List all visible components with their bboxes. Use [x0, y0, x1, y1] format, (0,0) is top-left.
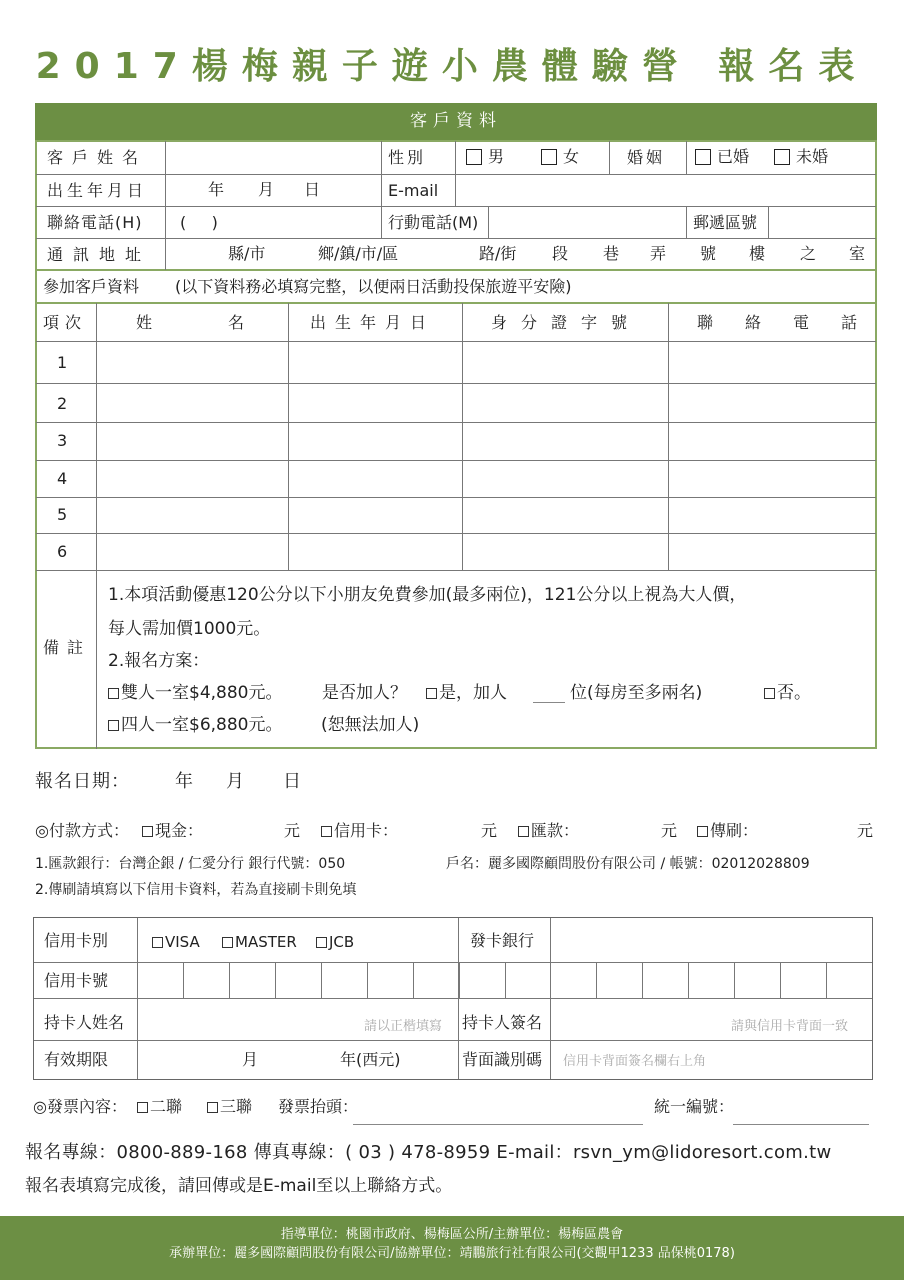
checkbox-icon [518, 826, 529, 837]
invoice-label: ◎發票內容： [33, 1097, 127, 1116]
row-index: 2 [57, 394, 68, 413]
customer-section-header: 客戶資料 [35, 103, 877, 140]
row-index: 1 [57, 353, 68, 372]
payment-credit-option[interactable]: 信用卡： [321, 821, 398, 841]
address-unit: 鄉/鎮/市/區 [318, 244, 399, 263]
customer-name-label: 客戶姓名 [47, 148, 148, 167]
remarks-line-3: 2.報名方案： [108, 651, 210, 671]
cardholder-signature-label: 持卡人簽名 [462, 1013, 543, 1032]
cvv-label: 背面識別碼 [462, 1050, 543, 1069]
plan1-add-yes[interactable]: 是，加人 [426, 683, 507, 703]
mobile-phone-field[interactable] [489, 207, 685, 238]
signup-date-label: 報名日期： [35, 771, 130, 792]
card-number-cell[interactable] [505, 963, 551, 998]
card-number-cell[interactable] [229, 963, 275, 998]
marital-married-option[interactable]: 已婚 [695, 147, 749, 167]
address-unit: 號 [700, 244, 717, 263]
birth-month-unit: 月 [258, 180, 275, 199]
home-phone-label: 聯絡電話(H) [47, 213, 143, 232]
payment-label: ◎付款方式： [35, 821, 129, 840]
card-type-master[interactable]: MASTER [222, 932, 297, 952]
birth-year-unit: 年 [208, 180, 225, 199]
address-unit: 室 [849, 244, 866, 263]
card-number-cell[interactable] [321, 963, 367, 998]
checkbox-icon [697, 826, 708, 837]
card-number-cell[interactable] [642, 963, 688, 998]
mobile-phone-label: 行動電話(M) [388, 213, 479, 232]
participants-label: 參加客戶資料 [43, 277, 140, 296]
address-unit: 之 [800, 244, 817, 263]
signup-month-unit: 月 [226, 771, 244, 792]
checkbox-icon [137, 1102, 148, 1113]
checkbox-icon [152, 937, 163, 948]
card-number-cell[interactable] [734, 963, 780, 998]
expiry-label: 有效期限 [44, 1050, 109, 1069]
marital-label: 婚姻 [627, 148, 666, 167]
home-phone-field[interactable]: ( ) [180, 213, 218, 232]
email-label: E-mail [388, 181, 439, 200]
card-number-cell[interactable] [367, 963, 413, 998]
plan-double-room[interactable]: 雙人一室$4,880元。 [108, 683, 282, 703]
footer-line-2: 承辦單位：麗多國際顧問股份有限公司/協辦單位：靖鵬旅行社有限公司(交觀甲1233 品保桃0178) [169, 1246, 735, 1261]
checkbox-icon [466, 149, 482, 165]
col-header-birth: 出生年月日 [310, 313, 436, 332]
card-number-cell[interactable] [826, 963, 872, 998]
tax-id-label: 統一編號： [654, 1097, 735, 1116]
payment-unit: 元 [481, 821, 498, 840]
payment-unit: 元 [284, 821, 301, 840]
checkbox-icon [108, 688, 119, 699]
address-unit: 樓 [749, 244, 766, 263]
address-label: 通訊地址 [47, 245, 152, 264]
checkbox-icon [321, 826, 332, 837]
cardholder-signature-hint: 請與信用卡背面一致 [731, 1019, 849, 1034]
account-info: 戶名：麗多國際顧問股份有限公司 / 帳號：02012028809 [446, 856, 810, 872]
checkbox-icon [695, 149, 711, 165]
card-number-cell[interactable] [275, 963, 321, 998]
col-header-index: 項次 [43, 313, 88, 332]
row-index: 6 [57, 542, 68, 561]
card-number-cell[interactable] [137, 963, 183, 998]
payment-fax-card-option[interactable]: 傳刷： [697, 821, 758, 841]
plan2-note: (恕無法加人) [321, 715, 420, 735]
payment-unit: 元 [857, 821, 874, 840]
checkbox-icon [207, 1102, 218, 1113]
birth-date-label: 出生年月日 [47, 181, 148, 200]
address-unit: 段 [552, 244, 569, 263]
card-type-visa[interactable]: VISA [152, 932, 200, 952]
card-number-cell[interactable] [688, 963, 734, 998]
col-header-id: 身分證字號 [491, 313, 642, 332]
contact-line-1: 報名專線：0800-889-168 傳真專線：( 03 ) 478-8959 E-mail：rsvn_ym@lidoresort.com.tw [25, 1142, 832, 1163]
zip-code-field[interactable] [769, 207, 876, 238]
card-number-cell[interactable] [183, 963, 229, 998]
remarks-line-1: 1.本項活動優惠120公分以下小朋友免費參加(最多兩位)，121公分以上視為大人價， [108, 585, 747, 605]
payment-unit: 元 [661, 821, 678, 840]
card-note: 2.傳刷請填寫以下信用卡資料，若為直接刷卡則免填 [35, 882, 357, 898]
row-index: 3 [57, 431, 68, 450]
checkbox-icon [426, 688, 437, 699]
remarks-label: 備註 [43, 638, 92, 657]
col-header-phone: 聯絡電話 [697, 313, 890, 332]
address-unit: 弄 [650, 244, 667, 263]
expiry-month-unit: 月 [242, 1050, 259, 1069]
remarks-line-2: 每人需加價1000元。 [108, 619, 271, 639]
invoice-title-label: 發票抬頭： [278, 1097, 359, 1116]
col-header-name: 姓名 [136, 313, 321, 332]
plan-quad-room[interactable]: 四人一室$6,880元。 [108, 715, 282, 735]
checkbox-icon [142, 826, 153, 837]
signup-day-unit: 日 [283, 771, 301, 792]
bank-info: 1.匯款銀行：台灣企銀 / 仁愛分行 銀行代號：050 [35, 856, 346, 872]
card-number-cell[interactable] [596, 963, 642, 998]
gender-male-option[interactable]: 男 [466, 147, 504, 167]
invoice-two-part[interactable]: 二聯 [137, 1097, 182, 1117]
checkbox-icon [774, 149, 790, 165]
card-number-cell[interactable] [780, 963, 826, 998]
checkbox-icon [764, 688, 775, 699]
row-index: 4 [57, 469, 68, 488]
tax-id-field[interactable] [733, 1124, 869, 1125]
zip-code-label: 郵遞區號 [693, 213, 758, 232]
checkbox-icon [222, 937, 233, 948]
invoice-title-field[interactable] [353, 1124, 643, 1125]
address-unit: 縣/市 [228, 244, 266, 263]
card-number-cell[interactable] [550, 963, 596, 998]
card-type-label: 信用卡別 [44, 931, 109, 950]
organizers-footer [0, 1216, 904, 1280]
email-field[interactable] [456, 175, 876, 206]
customer-name-field[interactable] [166, 141, 380, 174]
form-title: 2017楊梅親子遊小農體驗營 報名表 [35, 46, 869, 87]
card-number-cell[interactable] [413, 963, 459, 998]
checkbox-icon [316, 937, 327, 948]
add-person-count-field[interactable] [533, 702, 565, 703]
address-unit: 巷 [603, 244, 620, 263]
cvv-hint: 信用卡背面簽名欄右上角 [563, 1054, 707, 1069]
marital-single-option[interactable]: 未婚 [774, 147, 828, 167]
cardholder-name-label: 持卡人姓名 [44, 1013, 125, 1032]
contact-line-2: 報名表填寫完成後，請回傳或是E-mail至以上聯絡方式。 [25, 1176, 453, 1196]
plan1-add-no[interactable]: 否。 [764, 683, 811, 703]
issuing-bank-label: 發卡銀行 [470, 931, 535, 950]
checkbox-icon [108, 720, 119, 731]
expiry-year-unit: 年(西元) [340, 1050, 401, 1069]
participants-note: (以下資料務必填寫完整，以便兩日活動投保旅遊平安險) [175, 277, 572, 296]
payment-transfer-option[interactable]: 匯款： [518, 821, 579, 841]
invoice-three-part[interactable]: 三聯 [207, 1097, 252, 1117]
signup-year-unit: 年 [175, 771, 193, 792]
gender-female-option[interactable]: 女 [541, 147, 579, 167]
footer-line-1: 指導單位：桃園市政府、楊梅區公所/主辦單位：楊梅區農會 [280, 1227, 624, 1242]
row-index: 5 [57, 505, 68, 524]
card-number-cell[interactable] [459, 963, 505, 998]
issuing-bank-field[interactable] [551, 918, 872, 962]
card-number-label: 信用卡號 [44, 971, 109, 990]
cardholder-name-hint: 請以正楷填寫 [364, 1019, 443, 1034]
card-type-jcb[interactable]: JCB [316, 932, 354, 952]
gender-label: 性別 [388, 148, 427, 167]
plan1-question: 是否加人？ [322, 683, 407, 703]
checkbox-icon [541, 149, 557, 165]
payment-cash-option[interactable]: 現金： [142, 821, 203, 841]
birth-day-unit: 日 [304, 180, 321, 199]
address-unit: 路/街 [479, 244, 517, 263]
plan1-unit: 位(每房至多兩名) [570, 683, 703, 703]
